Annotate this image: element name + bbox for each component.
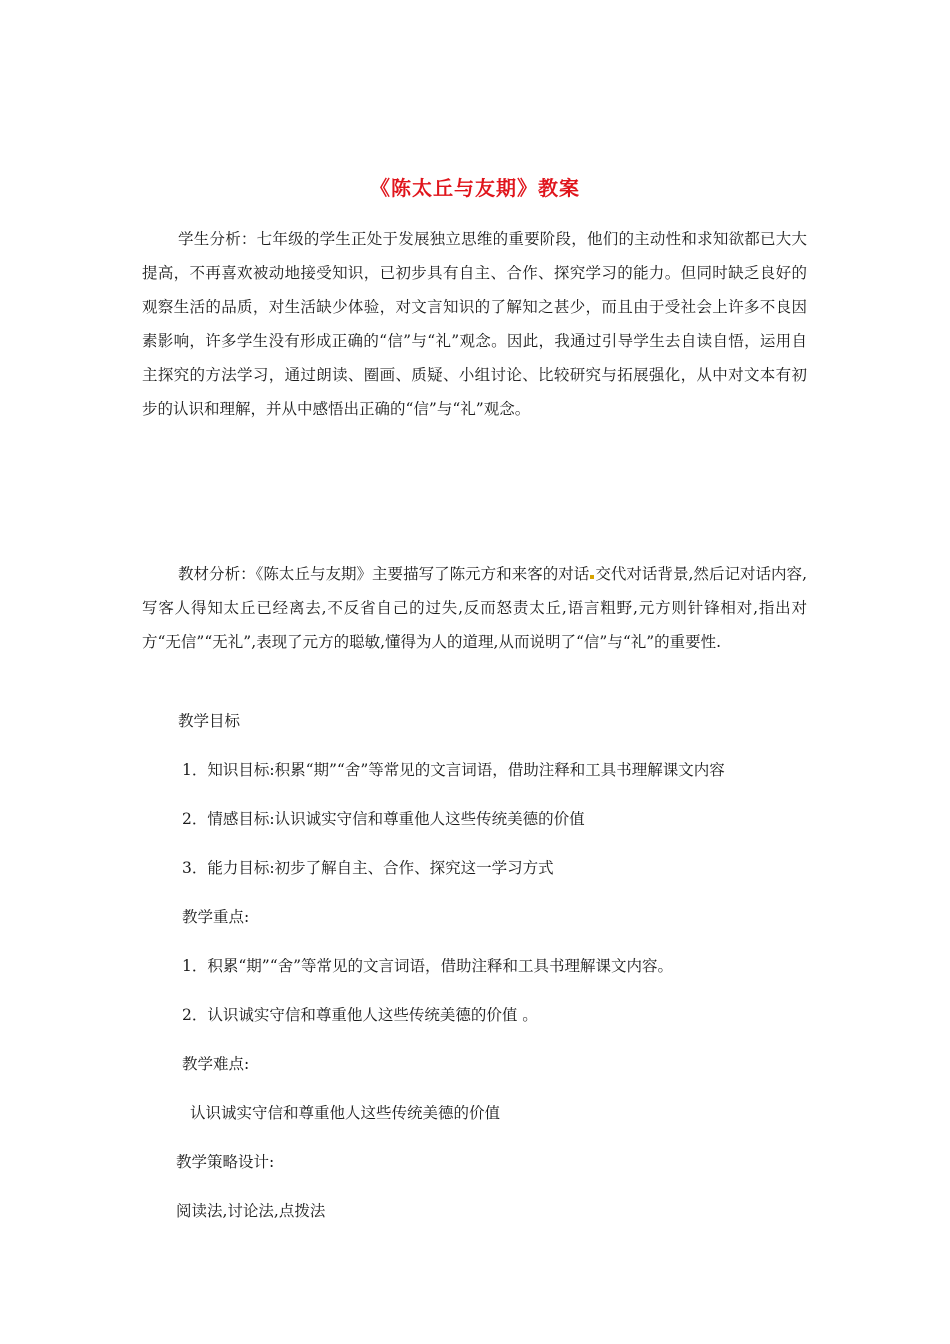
student-analysis-paragraph: 学生分析：七年级的学生正处于发展独立思维的重要阶段，他们的主动性和求知欲都已大大提高，不再喜欢被动地接受知识，已初步具有自主、合作、探究学习的能力。但同时缺乏良好的观察生活的品质，对生活缺少体验，对文言知识的了解知之甚少，而且由于受社会上许多不良因素影响，许多学生没有形成正确的“信”与“礼”观念。因此，我通过引导学生去自读自悟，运用自主探究的方法学习，通过朗读、圈画、质疑、小组讨论、比较研究与拓展强化，从中对文本有初步的认识和理解，并从中感悟出正确的“信”与“礼”观念。 [142,230,807,418]
difficulty-heading: 教学难点: [182,1055,250,1073]
material-analysis-text-2: 交代对话背景,然后记对话内容,写客人得知太丘已经离去,不反省自己的过失,反而怒责太丘,语言粗野,元方则针锋相对,指出对方“无信”“无礼”,表现了元方的聪敏,懂得为人的道理,从而说明了“信”与“礼”的重要性. [142,565,807,651]
key-points-heading: 教学重点: [182,908,250,926]
strategy-text: 阅读法,讨论法,点拨法 [176,1202,326,1220]
key-point-item-1: 1．积累“期”“舍”等常见的文言词语，借助注释和工具书理解课文内容。 [182,957,674,975]
key-point-item-2: 2．认识诚实守信和尊重他人这些传统美德的价值 。 [182,1006,538,1024]
goal-item-emotion: 2．情感目标:认识诚实守信和尊重他人这些传统美德的价值 [182,810,585,828]
difficulty-text: 认识诚实守信和尊重他人这些传统美德的价值 [190,1104,501,1122]
goal-item-ability: 3．能力目标:初步了解自主、合作、探究这一学习方式 [182,859,554,877]
highlight-mark-icon [590,575,594,579]
material-analysis-text-1: 教材分析：《陈太丘与友期》主要描写了陈元方和来客的对话 [178,565,590,583]
goal-item-knowledge: 1．知识目标:积累“期”“舍”等常见的文言词语，借助注释和工具书理解课文内容 [182,761,725,779]
goals-heading: 教学目标 [178,712,241,730]
material-analysis-paragraph [142,557,807,659]
document-title: 《陈太丘与友期》教案 [370,176,580,200]
strategy-heading: 教学策略设计: [176,1153,275,1171]
